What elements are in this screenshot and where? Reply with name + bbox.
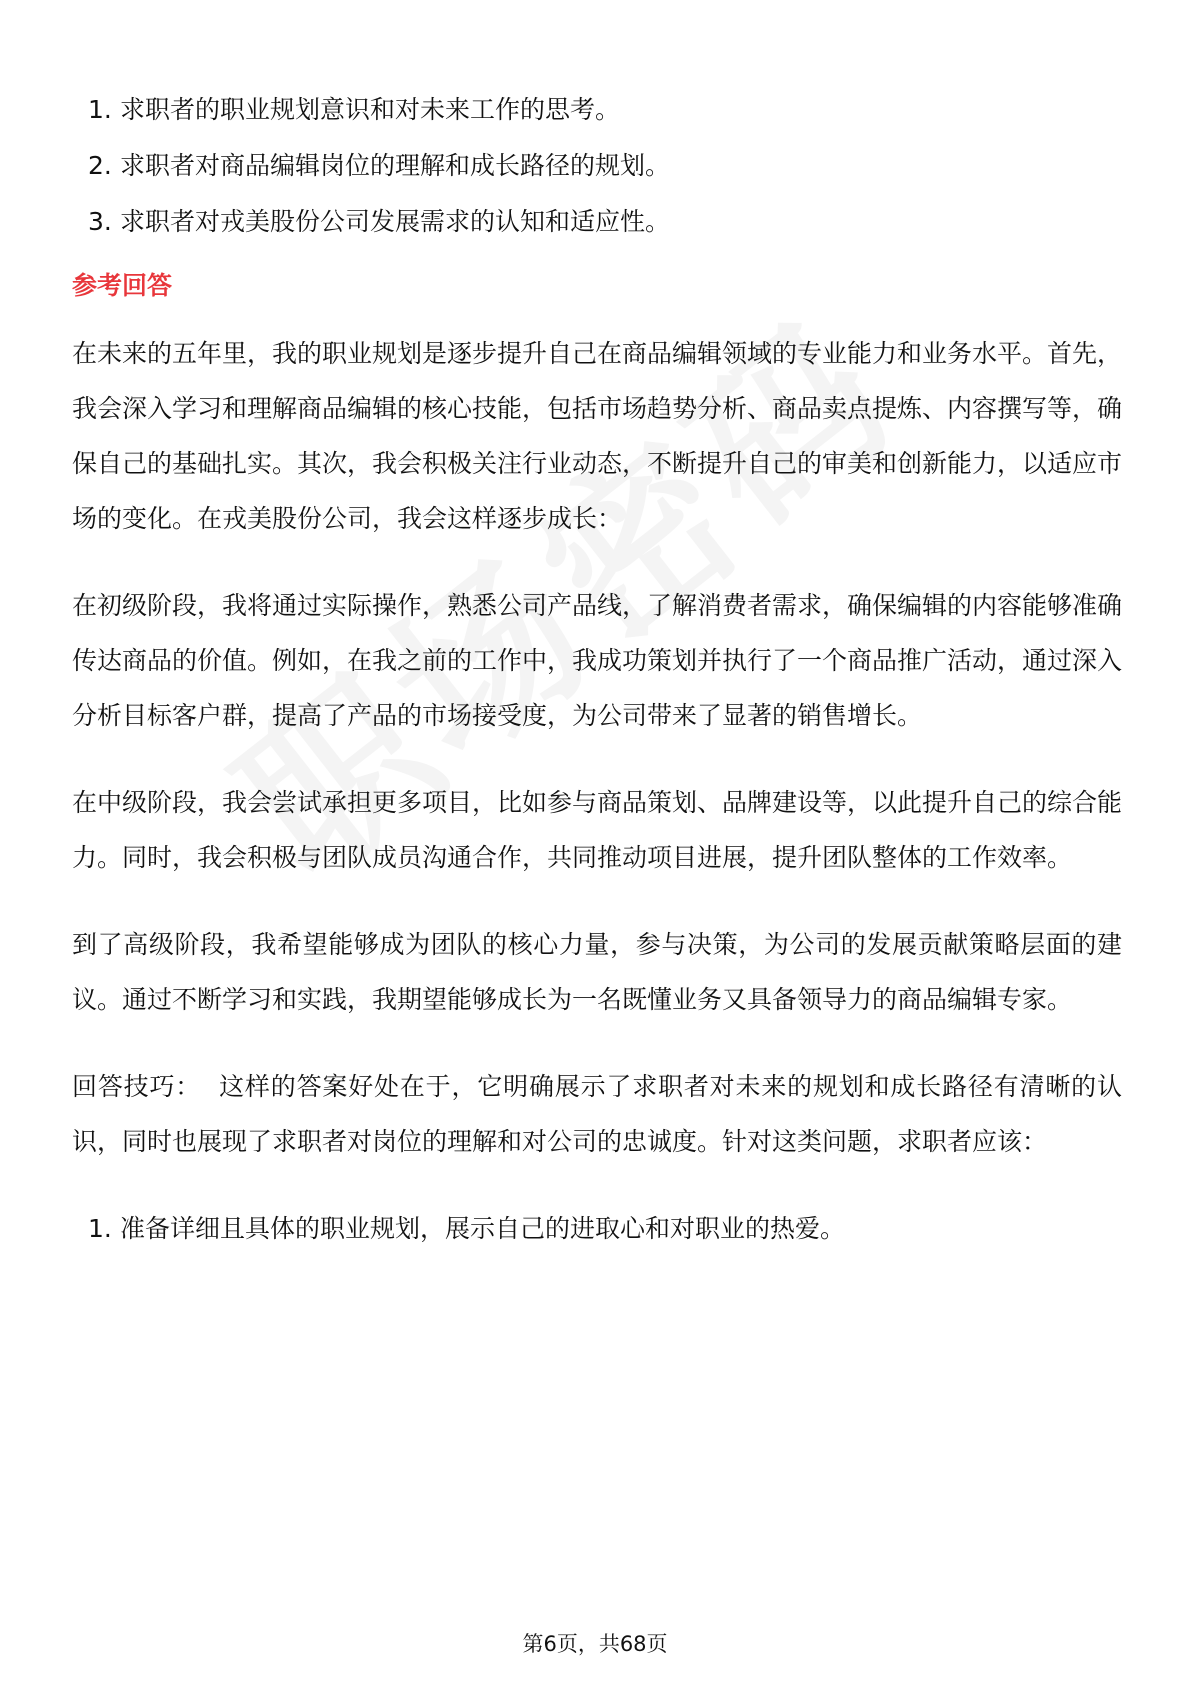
list-text: 求职者对戎美股份公司发展需求的认知和适应性。 [120, 207, 671, 236]
page-content [72, 82, 1122, 1257]
answer-paragraph: 在初级阶段，我将通过实际操作，熟悉公司产品线，了解消费者需求，确保编辑的内容能够准确传达商品的价值。例如，在我之前的工作中，我成功策划并执行了一个商品推广活动，通过深入分析目标客户群，提高了产品的市场接受度，为公司带来了显著的销售增长。 [72, 591, 1123, 730]
page-footer: 第6页，共68页 [522, 1632, 668, 1656]
tips-paragraph [72, 1059, 1122, 1169]
tips-text: 这样的答案好处在于，它明确展示了求职者对未来的规划和成长路径有清晰的认识，同时也展现了求职者对岗位的理解和对公司的忠诚度。针对这类问题，求职者应该： [72, 1072, 1122, 1156]
advice-list [72, 1201, 1122, 1257]
list-text: 准备详细且具体的职业规划，展示自己的进取心和对职业的热爱。 [120, 1214, 846, 1243]
list-text: 求职者的职业规划意识和对未来工作的思考。 [120, 95, 621, 124]
answer-paragraph: 到了高级阶段，我希望能够成为团队的核心力量，参与决策，为公司的发展贡献策略层面的建议。通过不断学习和实践，我期望能够成长为一名既懂业务又具备领导力的商品编辑专家。 [72, 930, 1122, 1014]
list-number: 1. [88, 1214, 112, 1243]
list-item [72, 194, 1122, 250]
list-item [72, 1201, 1122, 1257]
list-text: 求职者对商品编辑岗位的理解和成长路径的规划。 [120, 151, 671, 180]
criteria-list [72, 82, 1122, 250]
list-number: 1. [88, 95, 112, 124]
answer-paragraph: 在中级阶段，我会尝试承担更多项目，比如参与商品策划、品牌建设等，以此提升自己的综合能力。同时，我会积极与团队成员沟通合作，共同推动项目进展，提升团队整体的工作效率。 [72, 788, 1123, 872]
list-number: 3. [88, 207, 112, 236]
tips-label: 回答技巧： [72, 1072, 202, 1101]
answer-paragraph: 在未来的五年里，我的职业规划是逐步提升自己在商品编辑领域的专业能力和业务水平。首先，我会深入学习和理解商品编辑的核心技能，包括市场趋势分析、商品卖点提炼、内容撰写等，确保自己的基础扎实。其次，我会积极关注行业动态，不断提升自己的审美和创新能力，以适应市场的变化。在戎美股份公司，我会这样逐步成长： [72, 339, 1123, 533]
list-number: 2. [88, 151, 112, 180]
list-item [72, 82, 1122, 138]
section-heading: 参考回答 [72, 271, 173, 300]
list-item [72, 138, 1122, 194]
